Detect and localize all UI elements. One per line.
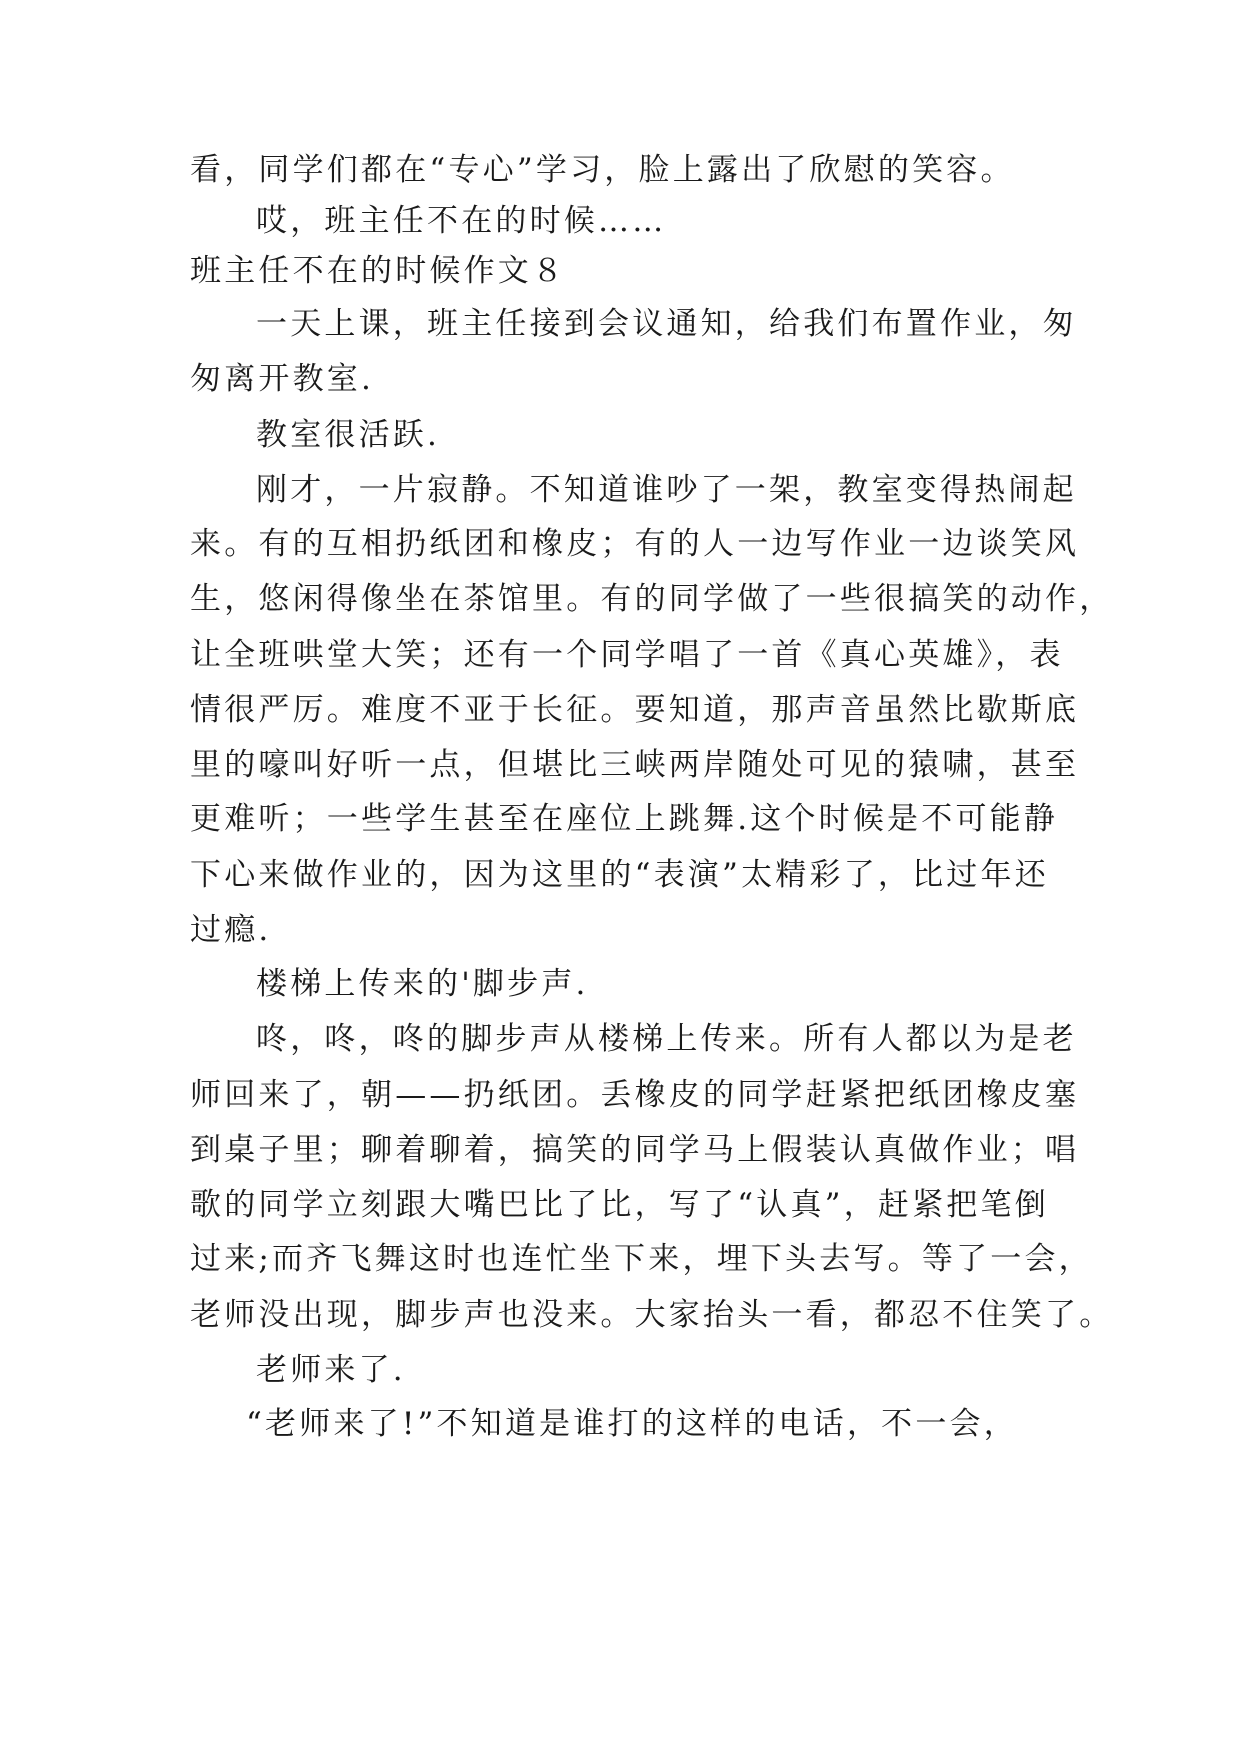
text-line: 过来;而齐飞舞这时也连忙坐下来，埋下头去写。等了一会， <box>190 1241 1093 1277</box>
text-line: 匆离开教室. <box>190 361 375 397</box>
text-line: 下心来做作业的，因为这里的“表演”太精彩了，比过年还 <box>190 857 1049 893</box>
text-line: 哎，班主任不在的时候…… <box>256 203 667 239</box>
text-line: 师回来了，朝——扔纸团。丢橡皮的同学赶紧把纸团橡皮塞 <box>190 1077 1080 1113</box>
text-line: 过瘾. <box>190 912 272 948</box>
text-line: 到桌子里；聊着聊着，搞笑的同学马上假装认真做作业；唱 <box>190 1132 1080 1168</box>
section-heading: 班主任不在的时候作文８ <box>190 253 567 289</box>
text-line: 来。有的互相扔纸团和橡皮；有的人一边写作业一边谈笑风 <box>190 526 1080 562</box>
text-line: 教室很活跃. <box>256 417 441 453</box>
text-line: 让全班哄堂大笑；还有一个同学唱了一首《真心英雄》，表 <box>190 637 1064 673</box>
text-line: 咚，咚，咚的脚步声从楼梯上传来。所有人都以为是老 <box>256 1021 1077 1057</box>
text-line: 一天上课，班主任接到会议通知，给我们布置作业，匆 <box>256 306 1077 342</box>
text-line: 老师没出现，脚步声也没来。大家抬头一看，都忍不住笑了。 <box>190 1297 1114 1333</box>
text-line: 看，同学们都在“专心”学习，脸上露出了欣慰的笑容。 <box>190 152 1015 188</box>
text-line: 楼梯上传来的'脚步声. <box>256 966 589 1002</box>
text-line: 更难听；一些学生甚至在座位上跳舞.这个时候是不可能静 <box>190 801 1059 837</box>
text-line: 刚才，一片寂静。不知道谁吵了一架，教室变得热闹起 <box>256 472 1077 508</box>
text-line: 情很严厉。难度不亚于长征。要知道，那声音虽然比歇斯底 <box>190 692 1080 728</box>
text-line: 生，悠闲得像坐在茶馆里。有的同学做了一些很搞笑的动作， <box>190 581 1114 617</box>
text-line: “老师来了!”不知道是谁打的这样的电话，不一会， <box>246 1406 1018 1442</box>
text-line: 里的嚎叫好听一点，但堪比三峡两岸随处可见的猿啸，甚至 <box>190 747 1080 783</box>
text-line: 老师来了. <box>256 1352 406 1388</box>
text-line: 歌的同学立刻跟大嘴巴比了比，写了“认真”，赶紧把笔倒 <box>190 1187 1049 1223</box>
